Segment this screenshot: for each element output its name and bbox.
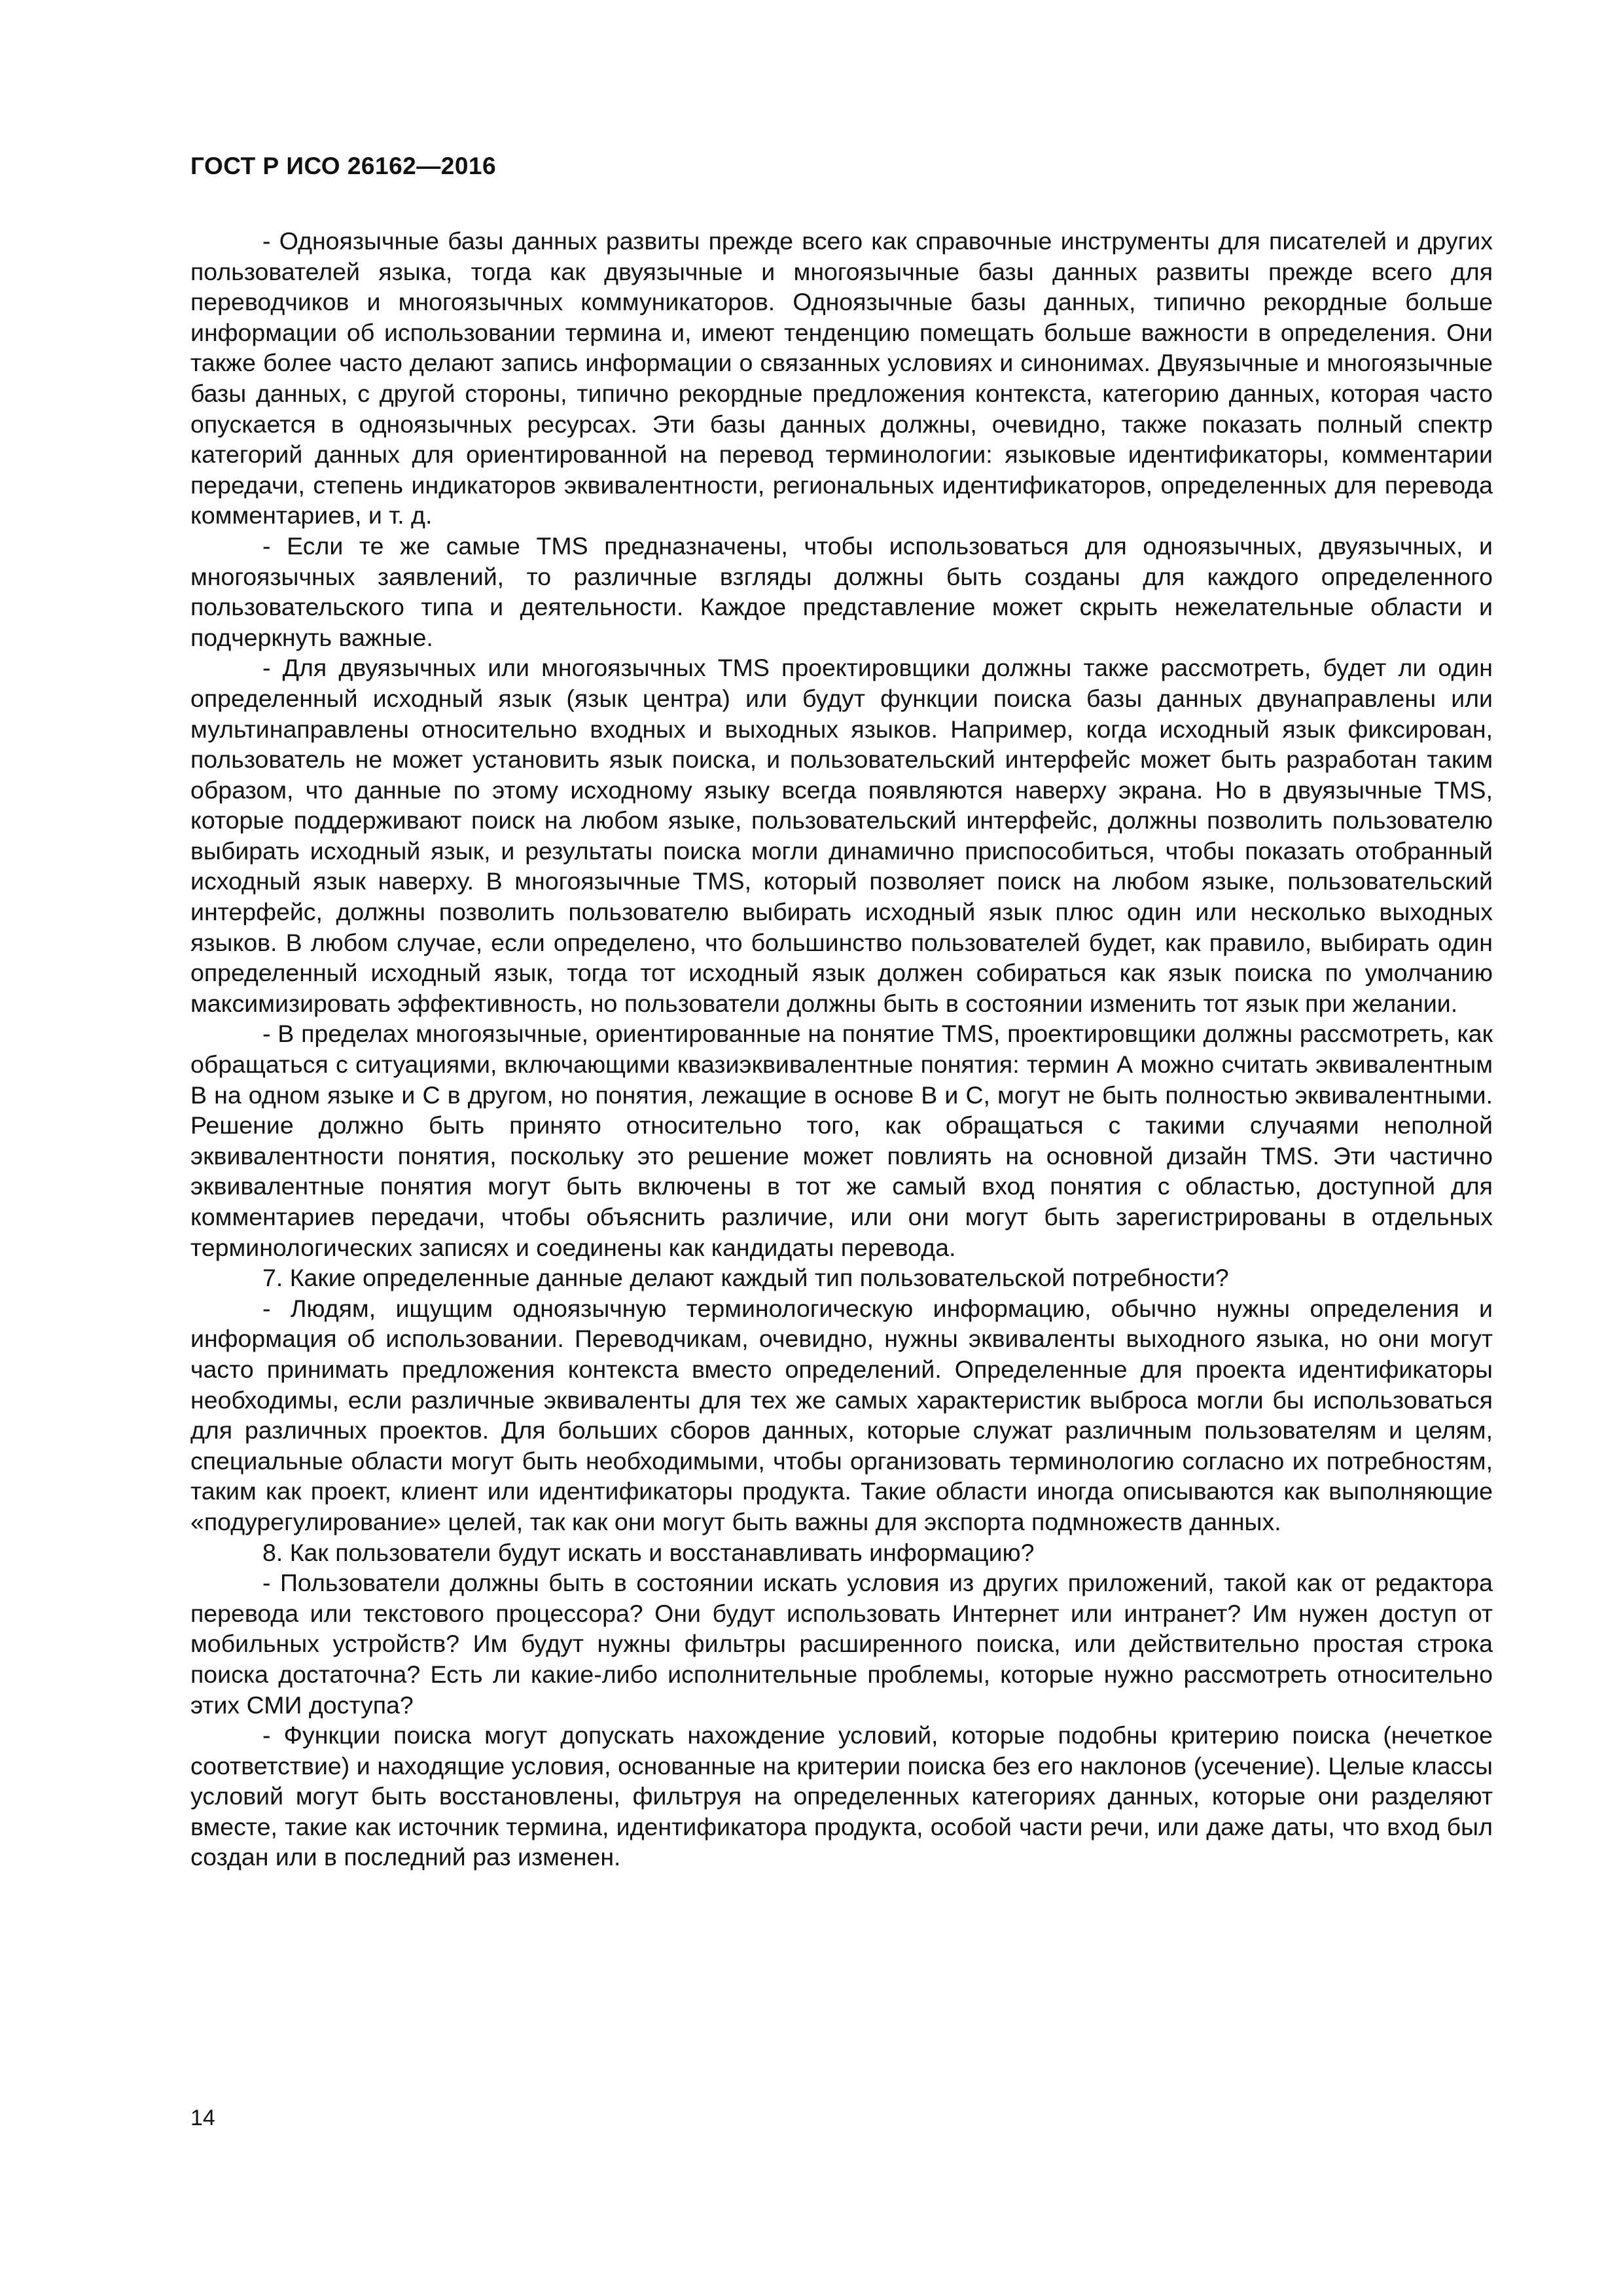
page-number: 14 bbox=[190, 2106, 215, 2130]
paragraph-search-functions: - Функции поиска могут допускать нахождение условий, которые подобны критерию поиска (нечеткое соответствие) и находящие условия, основанные на критерии поиска без его наклонов (усечение). Целые классы условий могут быть восстановлены, фильтруя на определенных категориях данных, которые они разделяют вместе, такие как источник термина, идентификатора продукта, особой части речи, или даже даты, что вход был создан или в последний раз изменен. bbox=[190, 1721, 1493, 1871]
paragraph-tms-views: - Если те же самые TMS предназначены, чтобы использоваться для одноязычных, двуязычных, и многоязычных заявлений, то различные взгляды должны быть созданы для каждого определенного пользовательского типа и деятельности. Каждое представление может скрыть нежелательные области и подчеркнуть важные. bbox=[190, 531, 1493, 651]
question-8: 8. Как пользователи будут искать и восстанавливать информацию? bbox=[262, 1538, 1035, 1566]
paragraph-source-language: - Для двуязычных или многоязычных TMS проектировщики должны также рассмотреть, будет ли один определенный исходный язык (язык центра) или будут функции поиска базы данных двунаправлены или мультинаправлены относительно входных и выходных языков. Например, когда исходный язык фиксирован, пользователь не может установить язык поиска, и пользовательский интерфейс может быть разработан таким образом, что данные по этому исходному языку всегда появляются наверху экрана. Но в двуязычные TMS, которые поддерживают поиск на любом языке, пользовательский интерфейс, должны позволить пользователю выбирать исходный язык, и результаты поиска могли динамично приспособиться, чтобы показать отобранный исходный язык наверху. В многоязычные TMS, который позволяет поиск на любом языке, пользовательский интерфейс, должны позволить пользователю выбирать исходный язык плюс один или несколько выходных языков. В любом случае, если определено, что большинство пользователей будет, как правило, выбирать один определенный исходный язык, тогда тот исходный язык должен собираться как язык поиска по умолчанию максимизировать эффективность, но пользователи должны быть в состоянии изменить тот язык при желании. bbox=[190, 654, 1493, 1017]
paragraph-search-access: - Пользователи должны быть в состоянии искать условия из других приложений, такой как от редактора перевода или текстового процессора? Они будут использовать Интернет или интранет? Им нужен доступ от мобильных устройств? Им будут нужны фильтры расширенного поиска, или действительно простая строка поиска достаточна? Есть ли какие-либо исполнительные проблемы, которые нужно рассмотреть относительно этих СМИ доступа? bbox=[190, 1569, 1493, 1719]
paragraph-monolingual-databases: - Одноязычные базы данных развиты прежде всего как справочные инструменты для писателей и других пользователей языка, тогда как двуязычные и многоязычные базы данных развиты прежде всего для переводчиков и многоязычных коммуникаторов. Одноязычные базы данных, типично рекордные больше информации об использовании термина и, имеют тенденцию помещать больше важности в определения. Они также более часто делают запись информации о связанных условиях и синонимах. Двуязычные и многоязычные базы данных, с другой стороны, типично рекордные предложения контекста, категорию данных, которая часто опускается в одноязычных ресурсах. Эти базы данных должны, очевидно, также показать полный спектр категорий данных для ориентированной на перевод терминологии: языковые идентификаторы, комментарии передачи, степень индикаторов эквивалентности, региональных идентификаторов, определенных для перевода комментариев, и т. д. bbox=[190, 227, 1493, 529]
paragraph-quasi-equivalent-concepts: - В пределах многоязычные, ориентированные на понятие TMS, проектировщики должны рассмотреть, как обращаться с ситуациями, включающими квазиэквивалентные понятия: термин А можно считать эквивалентным В на одном языке и С в другом, но понятия, лежащие в основе В и С, могут не быть полностью эквивалентными. Решение должно быть принято относительно того, как обращаться с такими случаями неполной эквивалентности понятия, поскольку это решение может повлиять на основной дизайн TMS. Эти частично эквивалентные понятия могут быть включены в тот же самый вход понятия с областью, доступной для комментариев передачи, чтобы объяснить различие, или они могут быть зарегистрированы в отдельных терминологических записях и соединены как кандидаты перевода. bbox=[190, 1020, 1493, 1261]
body-text bbox=[190, 226, 1493, 1873]
paragraph-user-needs: - Людям, ищущим одноязычную терминологическую информацию, обычно нужны определения и информация об использовании. Переводчикам, очевидно, нужны эквиваленты выходного языка, но они могут часто принимать предложения контекста вместо определений. Определенные для проекта идентификаторы необходимы, если различные эквиваленты для тех же самых характеристик выброса могли бы использоваться для различных проектов. Для больших сборов данных, которые служат различным пользователям и целям, специальные области могут быть необходимыми, чтобы организовать терминологию согласно их потребностям, таким как проект, клиент или идентификаторы продукта. Такие области иногда описываются как выполняющие «подурегулирование» целей, так как они могут быть важны для экспорта подмножеств данных. bbox=[190, 1294, 1493, 1535]
document-header: ГОСТ Р ИСО 26162—2016 bbox=[190, 152, 497, 179]
question-7: 7. Какие определенные данные делают каждый тип пользовательской потребности? bbox=[262, 1264, 1229, 1292]
